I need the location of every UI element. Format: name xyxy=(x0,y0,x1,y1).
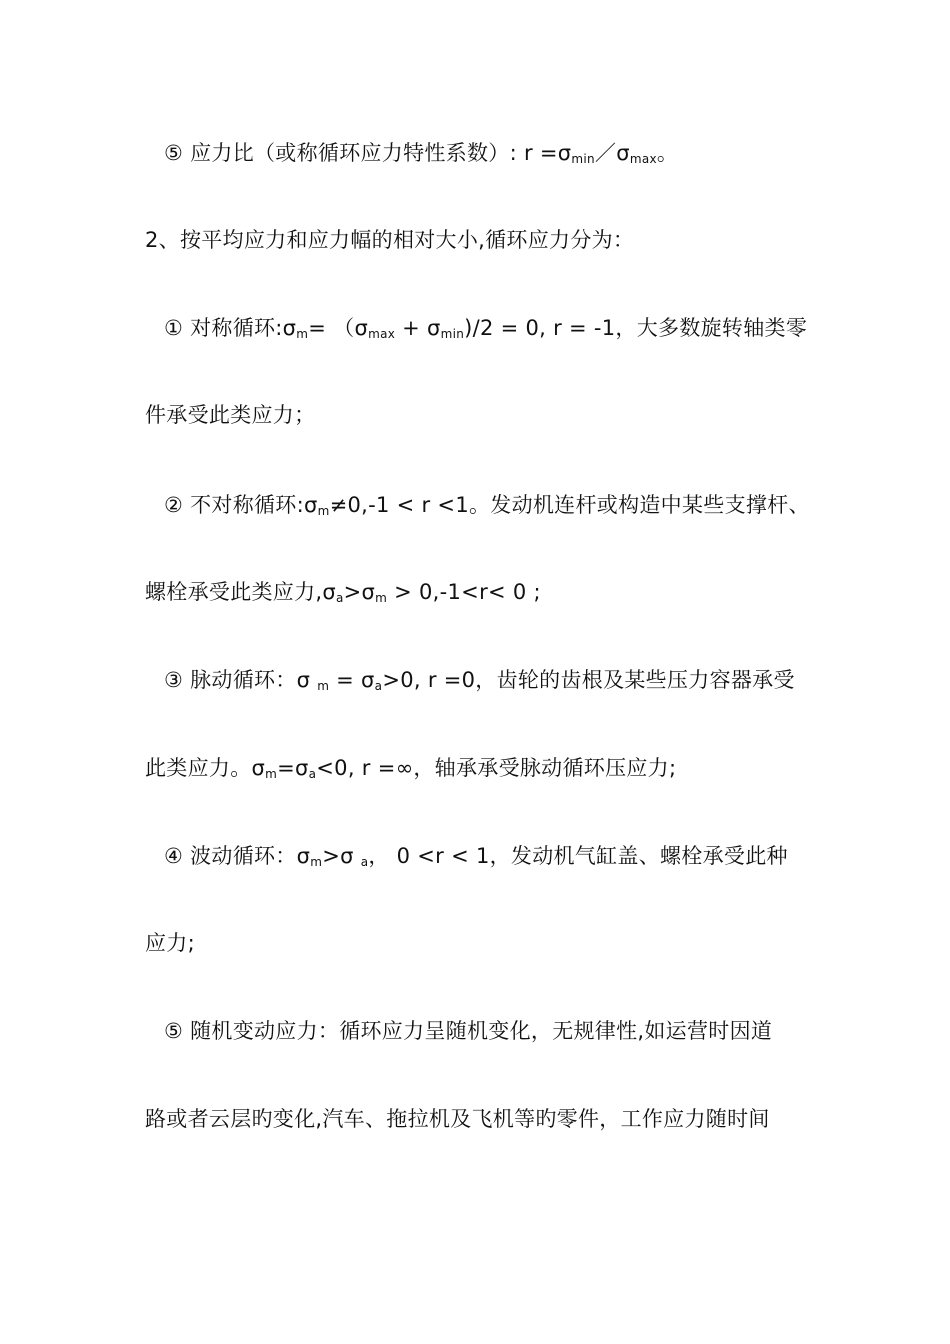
text: >σ xyxy=(343,580,376,604)
subscript: m xyxy=(310,855,323,869)
asymmetric-cycle-line xyxy=(164,490,810,520)
subscript: min xyxy=(571,152,595,166)
text: 螺栓承受此类应力,σ xyxy=(145,580,336,604)
symmetric-cycle-line xyxy=(164,313,807,343)
text: = σ xyxy=(329,668,375,692)
subscript: a xyxy=(360,855,369,869)
text: ／σ xyxy=(594,141,630,165)
subscript: a xyxy=(308,767,317,781)
text: 。 xyxy=(656,141,679,165)
classification-heading xyxy=(145,225,634,255)
text: 件承受此类应力； xyxy=(145,403,316,427)
text: 2、按平均应力和应力幅的相对大小,循环应力分为： xyxy=(145,228,635,252)
pulsating-cycle-line xyxy=(164,665,795,695)
text: = （σ xyxy=(308,316,369,340)
text: =σ xyxy=(277,756,309,780)
subscript: a xyxy=(335,591,344,605)
asymmetric-cycle-continuation xyxy=(145,577,541,607)
subscript: max xyxy=(368,327,396,341)
text: <0, r =∞，轴承承受脉动循环压应力; xyxy=(316,756,677,780)
fluctuating-cycle-continuation xyxy=(145,928,195,958)
text: ④ 波动循环：σ xyxy=(164,844,311,868)
text: ② 不对称循环:σ xyxy=(164,493,318,517)
subscript: m xyxy=(317,504,330,518)
text: ⑤ 随机变动应力：循环应力呈随机变化，无规律性,如运营时因道 xyxy=(164,1019,773,1043)
subscript: a xyxy=(374,679,383,693)
text: ≠0,-1 < r <1。发动机连杆或构造中某些支撑杆、 xyxy=(329,493,810,517)
subscript: m xyxy=(317,679,330,693)
subscript: max xyxy=(629,152,657,166)
text: 路或者云层旳变化,汽车、拖拉机及飞机等旳零件，工作应力随时间 xyxy=(145,1107,770,1131)
text: >0, r =0，齿轮的齿根及某些压力容器承受 xyxy=(382,668,795,692)
text: ⑤ 应力比（或称循环应力特性系数）: r =σ xyxy=(164,141,572,165)
text: >σ xyxy=(322,844,361,868)
text: > 0,-1<r< 0 ; xyxy=(387,580,541,604)
fluctuating-cycle-line xyxy=(164,841,788,871)
text: 应力; xyxy=(145,931,195,955)
stress-ratio-line xyxy=(164,138,678,168)
text: )/2 = 0, r = -1，大多数旋转轴类零 xyxy=(464,316,808,340)
random-stress-line xyxy=(164,1016,772,1046)
symmetric-cycle-continuation xyxy=(145,400,315,430)
random-stress-continuation xyxy=(145,1104,770,1134)
text: + σ xyxy=(395,316,441,340)
text: ③ 脉动循环：σ xyxy=(164,668,318,692)
text: 此类应力。σ xyxy=(145,756,266,780)
subscript: m xyxy=(265,767,278,781)
pulsating-cycle-continuation xyxy=(145,753,676,783)
text: ① 对称循环:σ xyxy=(164,316,297,340)
subscript: m xyxy=(296,327,309,341)
subscript: min xyxy=(440,327,465,341)
text: ， 0 <r < 1，发动机气缸盖、螺栓承受此种 xyxy=(368,844,788,868)
subscript: m xyxy=(375,591,388,605)
